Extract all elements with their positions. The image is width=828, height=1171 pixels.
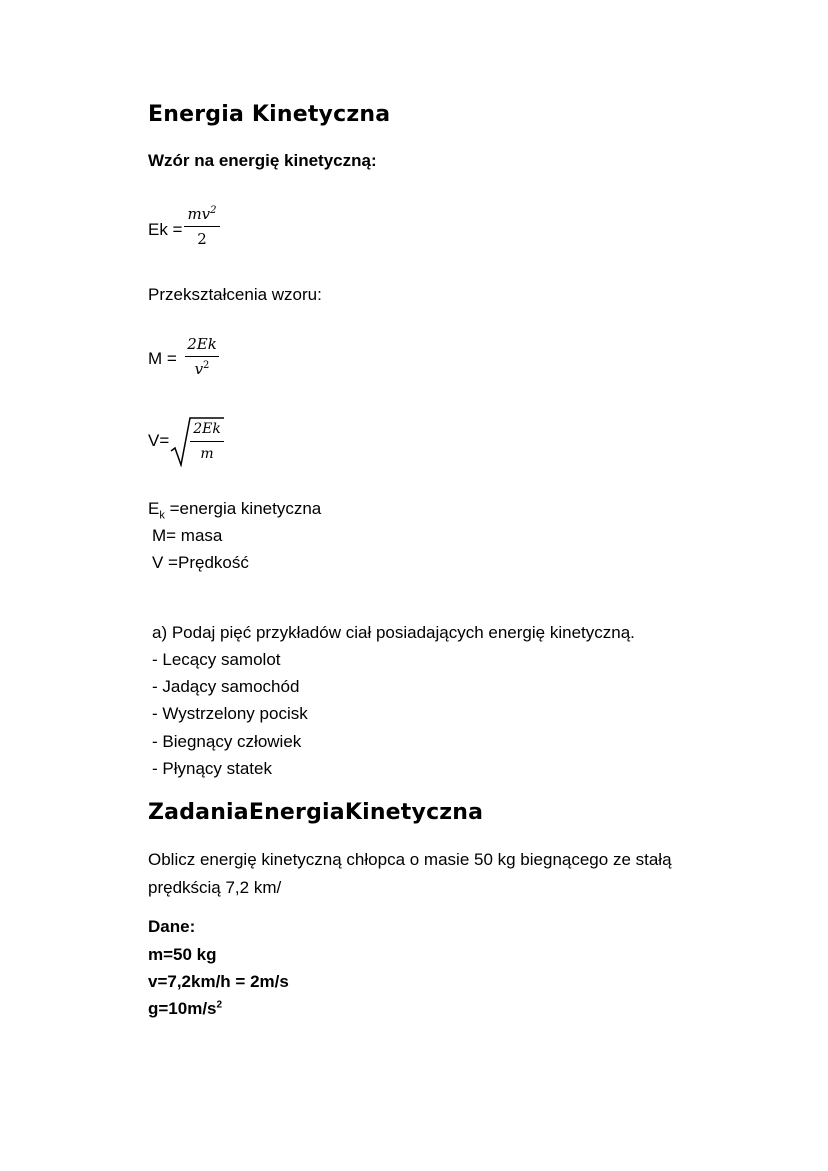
legend-ek-text: =energia kinetyczna xyxy=(164,499,322,518)
list-item: - Biegnący człowiek xyxy=(152,732,302,751)
v-formula-lhs: V= xyxy=(148,431,170,450)
page-title: Energia Kinetyczna xyxy=(148,102,391,127)
m-formula-lhs: M = xyxy=(148,349,177,368)
formula-heading: Wzór na energię kinetyczną: xyxy=(148,151,377,170)
ek-formula-fraction xyxy=(184,205,220,248)
legend-v: V =Prędkość xyxy=(152,553,249,572)
ek-denominator: 2 xyxy=(197,230,207,249)
list-item: - Jadący samochód xyxy=(152,677,300,696)
given-label: Dane: xyxy=(148,917,196,936)
ek-numerator: mv xyxy=(187,205,211,223)
list-item: - Lecący samolot xyxy=(152,650,281,669)
v-formula-fraction xyxy=(190,420,224,463)
fraction-bar xyxy=(190,441,224,442)
v-denominator: m xyxy=(200,446,214,463)
task-text-line2: prędkścią 7,2 km/ xyxy=(148,878,282,897)
m-numerator: 2Ek xyxy=(187,335,217,353)
fraction-bar xyxy=(185,356,219,357)
legend-ek-subscript: k xyxy=(159,509,165,522)
given-velocity: v=7,2km/h = 2m/s xyxy=(148,972,289,991)
ek-numerator-exponent: 2 xyxy=(210,205,217,216)
transformations-label: Przekształcenia wzoru: xyxy=(148,285,322,304)
task-text-line1: Oblicz energię kinetyczną chłopca o masie 50 kg biegnącego ze stałą xyxy=(148,850,672,869)
given-gravity-exponent: 2 xyxy=(216,999,223,1011)
list-item: - Wystrzelony pocisk xyxy=(152,704,308,723)
m-denominator: v xyxy=(194,360,204,379)
question-prompt: a) Podaj pięć przykładów ciał posiadających energię kinetyczną. xyxy=(152,623,635,642)
legend-m: M= masa xyxy=(152,526,223,545)
m-formula-fraction xyxy=(185,335,219,378)
fraction-bar xyxy=(184,226,220,227)
given-gravity-value: g=10m/s xyxy=(148,999,217,1018)
list-item: - Płynący statek xyxy=(152,759,272,778)
given-mass: m=50 kg xyxy=(148,945,217,964)
legend-ek-symbol: E xyxy=(148,499,160,518)
tasks-heading: ZadaniaEnergiaKinetyczna xyxy=(148,800,484,825)
given-gravity xyxy=(148,999,222,1019)
legend-ek xyxy=(148,499,322,522)
v-numerator: 2Ek xyxy=(193,421,221,437)
ek-formula-lhs: Ek = xyxy=(148,220,183,239)
m-denominator-exponent: 2 xyxy=(203,360,210,372)
